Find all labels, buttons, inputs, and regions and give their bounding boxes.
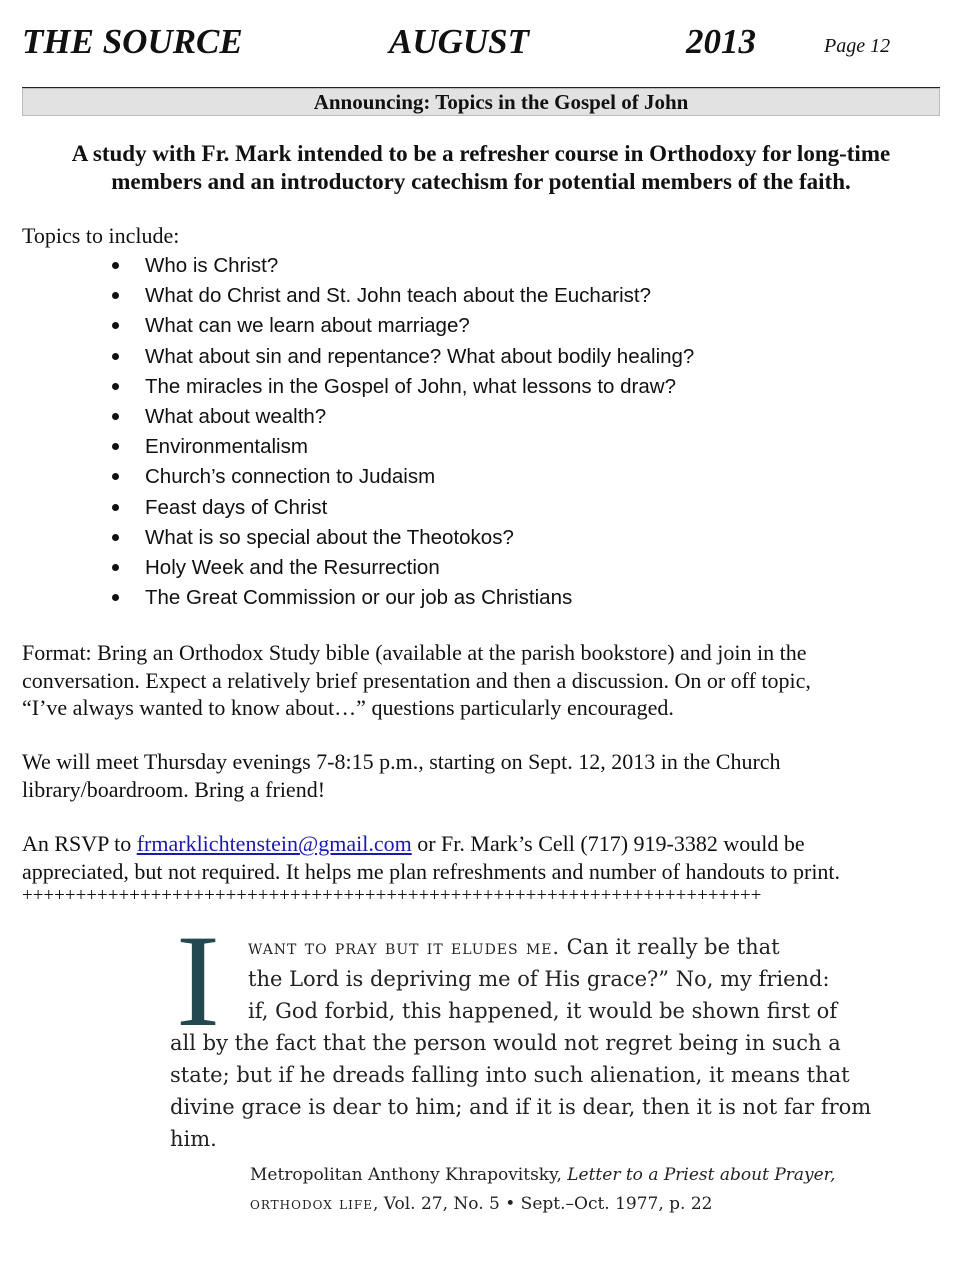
quote-line: him. — [170, 1127, 217, 1151]
attribution-line: Metropolitan Anthony Khrapovitsky, Letter to a Priest about Prayer, — [250, 1165, 836, 1185]
topic-text: Feast days of Christ — [145, 495, 328, 519]
topic-text: Environmentalism — [145, 435, 308, 459]
page-number: Page 12 — [824, 35, 891, 57]
drop-cap: I — [176, 907, 220, 1054]
bullet-icon — [112, 564, 119, 571]
topic-text: What can we learn about marriage? — [145, 314, 470, 338]
topic-text: What is so special about the Theotokos? — [145, 525, 514, 549]
quote-lead: want to pray but it eludes me. — [248, 935, 560, 959]
rsvp-line — [22, 830, 932, 858]
list-item — [0, 372, 694, 402]
separator-line: +++++++++++++++++++++++++++++++++++++++++++++++++++++++++++++++++++++ — [22, 885, 762, 906]
topic-text: Holy Week and the Resurrection — [145, 555, 440, 579]
list-item — [0, 402, 694, 432]
publication-title: THE SOURCE — [22, 22, 243, 61]
rsvp-line: appreciated, but not required. It helps me plan refreshments and number of handouts to print. — [22, 858, 841, 884]
bullet-icon — [112, 443, 119, 450]
list-item — [0, 342, 694, 372]
list-item — [0, 493, 694, 523]
bullet-icon — [112, 473, 119, 480]
list-item — [0, 251, 694, 281]
issue-year: 2013 — [686, 22, 756, 61]
topic-text: What do Christ and St. John teach about the Eucharist? — [145, 284, 651, 308]
format-line: conversation. Expect a relatively brief presentation and then a discussion. On or off topic, — [22, 667, 811, 693]
bullet-icon — [112, 534, 119, 541]
format-line: “I’ve always wanted to know about…” questions particularly encouraged. — [22, 695, 674, 720]
bullet-icon — [112, 353, 119, 360]
quote-attribution — [250, 1161, 836, 1219]
meeting-paragraph — [22, 748, 932, 803]
quote-line: divine grace is dear to him; and if it is dear, then it is not far from — [170, 1095, 872, 1119]
topic-text: Church’s connection to Judaism — [145, 465, 436, 489]
bullet-icon — [112, 383, 119, 390]
format-paragraph — [22, 639, 932, 722]
list-item — [0, 523, 694, 553]
quote-line: want to pray but it eludes me. Can it really be that — [248, 935, 780, 959]
quote-line: the Lord is depriving me of His grace?” No, my friend: — [248, 967, 830, 991]
list-item — [0, 553, 694, 583]
topics-list — [0, 251, 694, 613]
bullet-icon — [112, 292, 119, 299]
format-line: Format: Bring an Orthodox Study bible (available at the parish bookstore) and join in the — [22, 640, 807, 665]
rsvp-prefix: An RSVP to — [22, 831, 137, 856]
list-item — [0, 583, 694, 613]
quote-block — [170, 907, 872, 1225]
bullet-icon — [112, 262, 119, 269]
rsvp-suffix: or Fr. Mark’s Cell (717) 919-3382 would be — [411, 831, 805, 856]
topic-text: The miracles in the Gospel of John, what lessons to draw? — [145, 374, 676, 398]
topic-text: What about wealth? — [145, 404, 327, 428]
quote-line: all by the fact that the person would not regret being in such a — [170, 1031, 841, 1055]
bullet-icon — [112, 413, 119, 420]
list-item — [0, 311, 694, 341]
list-item — [0, 281, 694, 311]
quote-text — [170, 931, 872, 1155]
meeting-line: We will meet Thursday evenings 7-8:15 p.m., starting on Sept. 12, 2013 in the Church — [22, 749, 781, 774]
list-item — [0, 462, 694, 492]
issue-month: AUGUST — [389, 22, 530, 61]
attribution-line: orthodox life, Vol. 27, No. 5 • Sept.–Oct. 1977, p. 22 — [250, 1194, 713, 1214]
attribution-source: orthodox life — [250, 1194, 373, 1214]
bullet-icon — [112, 504, 119, 511]
topic-text: The Great Commission or our job as Christians — [145, 586, 573, 610]
intro-text — [22, 140, 940, 196]
quote-line: if, God forbid, this happened, it would be shown first of — [248, 999, 838, 1023]
intro-line: members and an introductory catechism for potential members of the faith. — [111, 169, 851, 194]
topic-text: Who is Christ? — [145, 254, 279, 277]
topic-text: What about sin and repentance? What about bodily healing? — [145, 344, 695, 368]
meeting-line: library/boardroom. Bring a friend! — [22, 776, 326, 802]
email-link[interactable]: frmarklichtenstein@gmail.com — [136, 831, 412, 856]
masthead — [22, 20, 922, 70]
topics-label: Topics to include: — [22, 223, 180, 248]
bullet-icon — [112, 594, 119, 601]
bullet-icon — [112, 322, 119, 329]
attribution-title: Letter to a Priest about Prayer, — [567, 1165, 836, 1185]
quote-line: state; but if he dreads falling into such alienation, it means that — [170, 1063, 850, 1087]
list-item — [0, 432, 694, 462]
announcement-banner: Announcing: Topics in the Gospel of John — [22, 88, 940, 116]
intro-line: A study with Fr. Mark intended to be a refresher course in Orthodoxy for long-time — [71, 141, 891, 166]
rsvp-paragraph — [22, 830, 932, 885]
